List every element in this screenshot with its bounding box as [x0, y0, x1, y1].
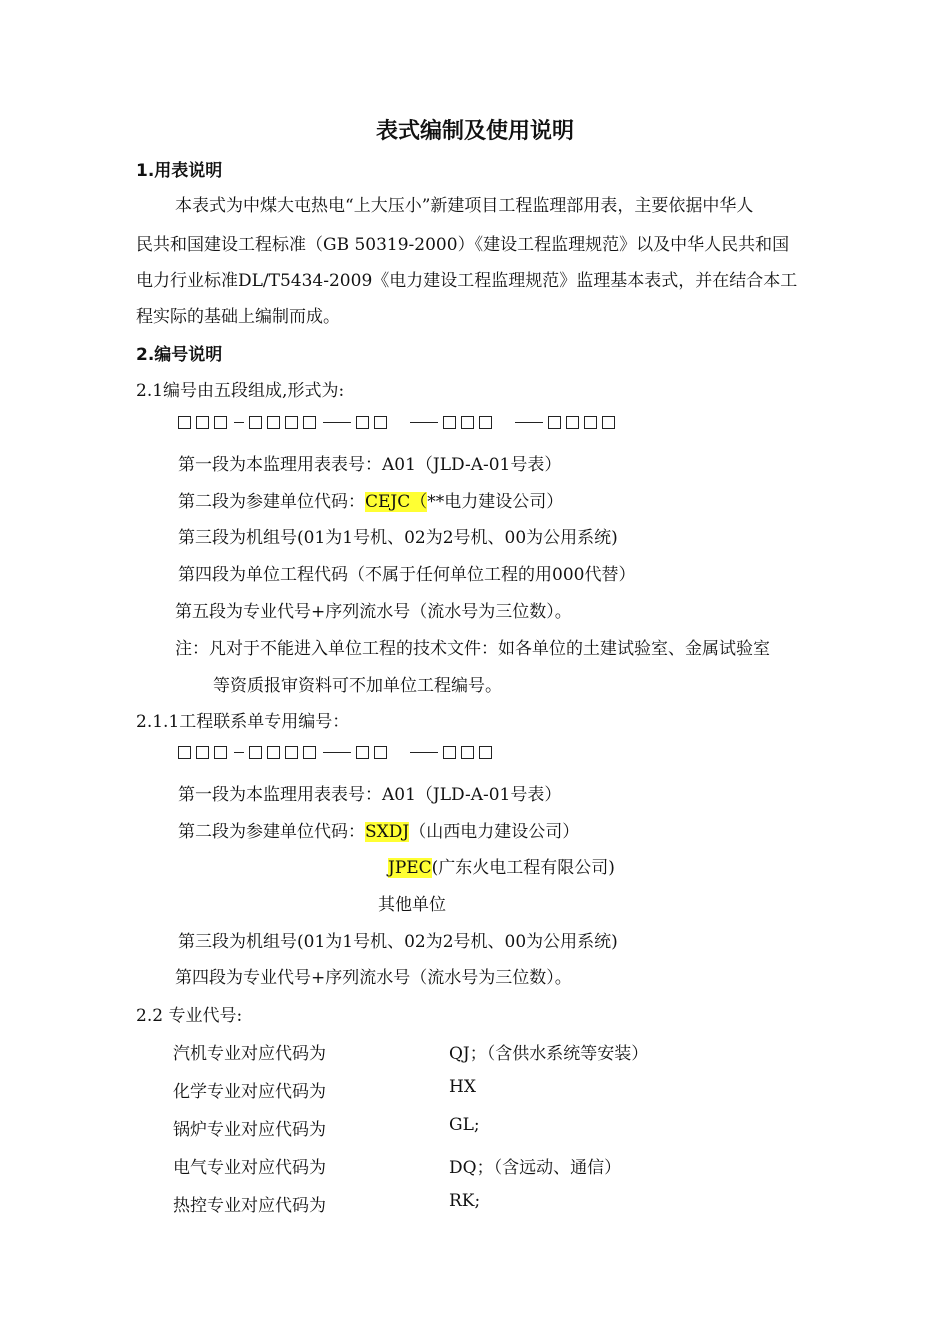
section-2-heading: 2.编号说明	[136, 345, 223, 365]
segment-4-text: 第四段为单位工程代码（不属于任何单位工程的用000代替）	[178, 565, 636, 585]
code-value-steam: QJ；（含供水系统等安装）	[449, 1044, 649, 1064]
subsection-2-2-title: 2.2 专业代号:	[136, 1006, 243, 1026]
paragraph-line-4: 程实际的基础上编制而成。	[136, 307, 340, 327]
code-jpec-highlight: JPEC	[388, 858, 432, 878]
number-format-four-segments	[178, 743, 497, 763]
b-segment-2-line-2	[388, 853, 615, 878]
code-label-thermal-control: 热控专业对应代码为	[173, 1196, 326, 1216]
b-segment-2-text	[178, 817, 579, 842]
code-cejc-highlight: CEJC（	[365, 492, 428, 512]
code-value-thermal-control: RK;	[449, 1191, 481, 1211]
b-segment-2-rest-1: （山西电力建设公司）	[409, 822, 580, 842]
paragraph-line-2: 民共和国建设工程标准（GB 50319-2000）《建设工程监理规范》以及中华人民共和国	[136, 235, 790, 255]
b-segment-1-text: 第一段为本监理用表表号：A01（JLD-A-01号表）	[178, 785, 562, 805]
code-label-electrical: 电气专业对应代码为	[173, 1158, 326, 1178]
code-sxdj-highlight: SXDJ	[365, 822, 410, 842]
b-segment-2-other: 其他单位	[378, 895, 446, 915]
subsection-2-1-1-title: 2.1.1工程联系单专用编号：	[136, 712, 350, 732]
code-value-boiler: GL;	[449, 1115, 480, 1135]
segment-2-prefix: 第二段为参建单位代码：	[178, 492, 365, 512]
b-segment-2-rest-2: (广东火电工程有限公司)	[431, 858, 615, 878]
code-label-steam: 汽机专业对应代码为	[173, 1044, 326, 1064]
number-format-five-segments	[178, 413, 620, 433]
b-segment-2-prefix: 第二段为参建单位代码：	[178, 822, 365, 842]
segment-2-text	[178, 487, 563, 512]
subsection-2-1-title: 2.1编号由五段组成,形式为:	[136, 381, 345, 401]
section-1-heading: 1.用表说明	[136, 161, 223, 181]
page-title: 表式编制及使用说明	[375, 119, 574, 144]
code-label-chemistry: 化学专业对应代码为	[173, 1082, 326, 1102]
code-value-electrical: DQ；（含远动、通信）	[449, 1158, 622, 1178]
note-line-1: 注：凡对于不能进入单位工程的技术文件：如各单位的土建试验室、金属试验室	[175, 639, 770, 659]
segment-5-text: 第五段为专业代号+序列流水号（流水号为三位数）。	[175, 602, 572, 622]
segment-2-rest: **电力建设公司）	[427, 492, 564, 512]
code-label-boiler: 锅炉专业对应代码为	[173, 1120, 326, 1140]
segment-3-text: 第三段为机组号(01为1号机、02为2号机、00为公用系统)	[178, 528, 618, 548]
note-line-2: 等资质报审资料可不加单位工程编号。	[213, 676, 502, 696]
segment-1-text: 第一段为本监理用表表号：A01（JLD-A-01号表）	[178, 455, 562, 475]
b-segment-3-text: 第三段为机组号(01为1号机、02为2号机、00为公用系统)	[178, 932, 618, 952]
paragraph-line-3: 电力行业标准DL/T5434-2009《电力建设工程监理规范》监理基本表式，并在结合本工	[136, 271, 798, 291]
b-segment-4-text: 第四段为专业代号+序列流水号（流水号为三位数）。	[175, 968, 572, 988]
code-value-chemistry: HX	[449, 1077, 476, 1097]
paragraph-line-1: 本表式为中煤大屯热电“上大压小”新建项目工程监理部用表，主要依据中华人	[175, 196, 754, 216]
